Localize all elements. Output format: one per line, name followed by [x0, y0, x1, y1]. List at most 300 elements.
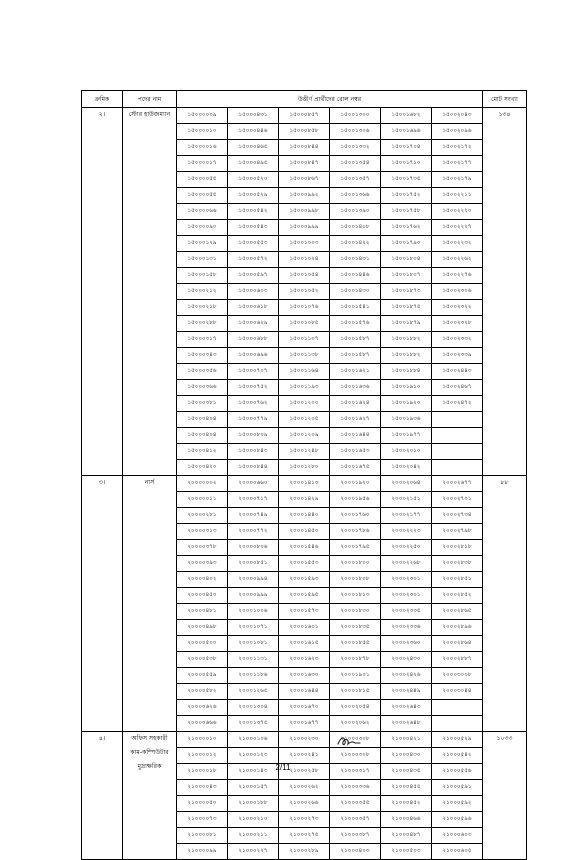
roll-number-cell: ২১০০০০৭৩ [177, 812, 228, 828]
roll-number-cell: ২১০০০৫৯২ [432, 796, 483, 812]
total-count-cell: ৮৮ [483, 476, 527, 732]
roll-number-cell: ২০০০১১৮৬ [228, 668, 279, 684]
roll-number-cell: ২০০০১৭৬০ [330, 508, 381, 524]
roll-number-cell: ১৫০০১৬২৪ [330, 396, 381, 412]
roll-number-cell: ২১০০০২৪১ [279, 748, 330, 764]
roll-number-cell: ২১০০০১২৩ [228, 748, 279, 764]
roll-number-cell: ২০০০২৩০১ [381, 588, 432, 604]
roll-number-cell: ১৫০০০৭৫২ [228, 380, 279, 396]
roll-number-cell: ২১০০০০৫০ [177, 796, 228, 812]
roll-number-cell: ১৫০০১৩৯০ [330, 204, 381, 220]
roll-number-cell: ১৫০০২২২০ [432, 204, 483, 220]
roll-number-cell: ২০০০১৬৭৭ [279, 716, 330, 732]
roll-number-cell: ১৫০০১০২৪ [279, 252, 330, 268]
roll-number-cell [432, 716, 483, 732]
roll-number-cell: ২০০০১৬৪৪ [279, 684, 330, 700]
roll-number-cell: ১৫০০০৪৩১ [228, 108, 279, 124]
signature-mark [336, 733, 362, 749]
roll-number-cell: ২০০০২২৬৮ [381, 556, 432, 572]
roll-number-cell: ২০০০১০৮১ [228, 636, 279, 652]
header-total: মোট সংখ্যা [483, 91, 527, 108]
roll-number-cell: ১৫০০২২৭৬ [432, 268, 483, 284]
roll-number-cell: ২১০০০৪৫২ [381, 796, 432, 812]
roll-number-cell: ২১০০০২৮৯ [279, 844, 330, 860]
roll-number-cell: ২০০০০২৮১ [177, 508, 228, 524]
roll-number-cell: ১৫০০১০৫৪ [279, 268, 330, 284]
roll-number-cell: ১৫০০১৭৩৫ [381, 172, 432, 188]
roll-number-cell: ২০০০১৮০৮ [330, 572, 381, 588]
roll-number-cell: ২০০০২৩৩৬ [381, 620, 432, 636]
roll-number-cell: ২১০০০৪৬৬ [381, 812, 432, 828]
roll-number-cell: ১৫০০১১৬৪ [279, 364, 330, 380]
roll-number-cell: ১৫০০১২০৫ [279, 412, 330, 428]
roll-number-cell: ২১০০০৬০৫ [432, 844, 483, 860]
roll-number-cell: ২১০০০২৫৮ [279, 764, 330, 780]
table-row [82, 108, 527, 124]
roll-number-cell: ২০০০১৩৭৫ [228, 716, 279, 732]
roll-number-cell: ১৫০০২০৯৬ [432, 124, 483, 140]
roll-number-cell: ১৫০০১৭৯০ [381, 236, 432, 252]
roll-number-cell: ১৫০০০৩১৭ [177, 332, 228, 348]
roll-number-cell: ১৫০০০৩৫৬ [177, 364, 228, 380]
roll-number-cell: ১৫০০০৫২০ [228, 172, 279, 188]
roll-number-cell: ১৫০০১১০৭ [279, 332, 330, 348]
roll-number-cell: ২০০০১৮৫৫ [330, 636, 381, 652]
roll-number-cell: ১৫০০০৩৮১ [177, 396, 228, 412]
roll-number-cell: ১৫০০০৪০৪ [177, 428, 228, 444]
header-post: পদের নাম [123, 91, 177, 108]
roll-number-cell: ২০০০০০০২ [177, 476, 228, 492]
roll-number-cell: ১৫০০১৩৫৭ [330, 172, 381, 188]
roll-number-cell: ২০০০০০১১ [177, 492, 228, 508]
roll-number-cell: ২১০০০৩৫৫ [330, 796, 381, 812]
post-name-line: কাম-কম্পিউটার [130, 749, 169, 756]
roll-number-cell: ১৫০০০৬৮৮ [228, 332, 279, 348]
roll-number-cell: ১৫০০১০৮৫ [279, 316, 330, 332]
roll-number-cell: ১৫০০০০১৭ [177, 156, 228, 172]
roll-number-cell: ১৫০০২৩৩৯ [432, 348, 483, 364]
header-row [82, 91, 527, 108]
page-number: 2/11 [275, 763, 291, 772]
roll-number-cell: ১৫০০০৮৪৩ [228, 444, 279, 460]
roll-number-cell: ১৫০০১২০৯ [279, 428, 330, 444]
roll-number-cell: ১৫০০০৬০৩ [228, 284, 279, 300]
roll-number-cell: ১৫০০১১৩৮ [279, 348, 330, 364]
roll-number-cell: ১৫০০০৪১২ [177, 444, 228, 460]
roll-number-cell [432, 700, 483, 716]
roll-number-cell: ১৫০০২২৩২ [432, 236, 483, 252]
roll-number-cell: ২০০০১৪৫০ [279, 524, 330, 540]
roll-number-cell: ১৫০০১০৫২ [279, 284, 330, 300]
roll-number-cell: ২০০০২৮৫২ [432, 588, 483, 604]
roll-number-cell: ১৫০০১৭৫২ [381, 188, 432, 204]
roll-number-cell: ২০০০০৭১৭ [228, 492, 279, 508]
roll-number-cell: ১৫০০০৮৪৭ [279, 156, 330, 172]
roll-number-cell: ২১০০০১৪৩ [228, 764, 279, 780]
roll-number-cell: ১৫০০১৩৬৬ [330, 188, 381, 204]
roll-number-cell: ১৫০০১৮০৭ [381, 268, 432, 284]
roll-number-cell: ১৫০০০৮৪৪ [279, 140, 330, 156]
roll-number-cell: ১৫০০১৮৭৫ [381, 300, 432, 316]
roll-number-cell: ১৫০০১০০৩ [279, 236, 330, 252]
roll-number-cell: ১৫০০১৬৪৪ [330, 428, 381, 444]
roll-number-cell: ২০০০২৭৩৪ [432, 508, 483, 524]
roll-number-cell: ২০০০১৮০০ [330, 556, 381, 572]
results-body [82, 108, 527, 860]
roll-number-cell: ২০০০৩০৪৪ [432, 684, 483, 700]
roll-number-cell: ১৫০০২৩০৬ [432, 284, 483, 300]
roll-number-cell: ২০০০২৮১৮ [432, 540, 483, 556]
roll-number-cell: ২০০০২৮৬৪ [432, 636, 483, 652]
header-rolls: উত্তীর্ণ প্রার্থীদের রোল নম্বর [177, 91, 483, 108]
header-serial: ক্রমিক [82, 91, 123, 108]
roll-number-cell: ২০০০০৪৫০ [177, 588, 228, 604]
roll-number-cell: ২১০০০০৪৩ [177, 780, 228, 796]
roll-number-cell: ১৫০০১৬৯৬ [381, 124, 432, 140]
roll-number-cell: ১৫০০১২৮০ [279, 460, 330, 476]
roll-number-cell: ১৫০০২০৪২ [381, 460, 432, 476]
roll-number-cell: ২১০০০২৭৩ [279, 812, 330, 828]
post-name-line: নার্স [144, 479, 155, 486]
roll-number-cell: ২০০০১৭৯৫ [330, 540, 381, 556]
roll-number-cell: ২০০০২১৫১ [381, 492, 432, 508]
roll-number-cell: ১৫০০১৭৬২ [381, 220, 432, 236]
post-name-line: মুদ্রাক্ষরিক [137, 763, 162, 770]
roll-number-cell: ১৫০০২৩২৮ [432, 316, 483, 332]
roll-number-cell: ১৫০০২১৭২ [432, 140, 483, 156]
post-name-cell [123, 476, 177, 732]
roll-number-cell: ২০০০১৬০১ [279, 620, 330, 636]
roll-number-cell: ১৫০০০১২৯ [177, 236, 228, 252]
table-row [82, 476, 527, 492]
roll-number-cell: ১৫০০০০৬৬ [177, 204, 228, 220]
roll-number-cell: ২০০০০৩১৩ [177, 524, 228, 540]
roll-number-cell: ১৫০০১৬৭৫ [330, 460, 381, 476]
roll-number-cell: ১৫০০০৫৭২ [228, 252, 279, 268]
roll-number-cell: ২১০০০১৮৮ [228, 796, 279, 812]
post-name-cell [123, 732, 177, 860]
roll-number-cell: ২০০০১৬৩০ [279, 668, 330, 684]
roll-number-cell: ২১০০০৫৪২ [432, 748, 483, 764]
roll-number-cell: ১৫০০০২১৮ [177, 300, 228, 316]
roll-number-cell: ১৫০০২৪৪৩ [432, 364, 483, 380]
roll-number-cell: ২০০০৩০০৮ [432, 668, 483, 684]
roll-number-cell: ২০০০১২৬৫ [228, 684, 279, 700]
roll-number-cell: ২১০০০২২৭ [228, 844, 279, 860]
roll-number-cell: ২০০০০৪০২ [177, 572, 228, 588]
roll-number-cell: ২০০০০৬২৬ [177, 700, 228, 716]
roll-number-cell: ২১০০০০৯৯ [177, 844, 228, 860]
roll-number-cell: ২০০০২৩৩৫ [381, 604, 432, 620]
roll-number-cell: ২০০০০৪৯৮ [177, 620, 228, 636]
roll-number-cell: ১৫০০১৮৭৩ [381, 284, 432, 300]
roll-number-cell: ১৫০০১৪৪৬ [330, 268, 381, 284]
roll-number-cell: ১৫০০১০৭৬ [279, 300, 330, 316]
roll-number-cell: ২০০০০৬৬৬ [177, 716, 228, 732]
roll-number-cell: ২০০০০৩৭৮ [177, 540, 228, 556]
roll-number-cell: ১৫০০১৮০৪ [381, 252, 432, 268]
roll-number-cell: ১৫০০০৮০৯ [228, 428, 279, 444]
roll-number-cell: ১৫০০০৩৪৩ [177, 348, 228, 364]
roll-number-cell: ২১০০০৬০৩ [432, 828, 483, 844]
roll-number-cell: ১৫০০১৬৫৩ [330, 444, 381, 460]
roll-number-cell: ২১০০০২৩০ [279, 732, 330, 748]
roll-number-cell: ১৫০০১৫৭৬ [330, 316, 381, 332]
roll-number-cell: ১৫০০০০১৬ [177, 140, 228, 156]
roll-number-cell: ২০০০২৭৯৮ [432, 524, 483, 540]
roll-number-cell: ১৫০০১৫৪১ [330, 300, 381, 316]
roll-number-cell: ২১০০০১০৬ [228, 732, 279, 748]
roll-number-cell: ২০০০১৮৩৫ [330, 620, 381, 636]
roll-number-cell: ১৫০০২২৬২ [432, 252, 483, 268]
roll-number-cell: ১৫০০১৮৮২ [381, 332, 432, 348]
roll-number-cell: ১৫০০১৭৫৮ [381, 204, 432, 220]
roll-number-cell: ২১০০০০৮১ [177, 828, 228, 844]
roll-number-cell: ২০০০২৬৪৮ [381, 716, 432, 732]
roll-number-cell: ১৫০০১১৯৩ [279, 380, 330, 396]
roll-number-cell: ২১০০০০১২ [177, 748, 228, 764]
roll-number-cell: ২১০০০৪৩০ [381, 748, 432, 764]
roll-number-cell: ২০০০২৬৭৭ [432, 476, 483, 492]
roll-number-cell: ১৫০০০৭০৭ [228, 364, 279, 380]
roll-number-cell: ১৫০০১৫৮৭ [330, 332, 381, 348]
roll-number-cell: ২০০০২০৫৪ [330, 700, 381, 716]
roll-number-cell: ২০০০১৬২৩ [279, 652, 330, 668]
roll-number-cell: ১৫০০২৩৩২ [432, 332, 483, 348]
roll-number-cell: ১৫০০১৩০৬ [330, 124, 381, 140]
roll-number-cell: ১৫০০১২০০ [279, 396, 330, 412]
roll-number-cell: ১৫০০০১৫৮ [177, 268, 228, 284]
roll-number-cell: ১৫০০০২৮৮ [177, 316, 228, 332]
roll-number-cell: ২০০০১৩০৪ [228, 700, 279, 716]
roll-number-cell: ২১০০০৪৮৭ [381, 828, 432, 844]
roll-number-cell: ১৫০০১৫৮৭ [330, 348, 381, 364]
roll-number-cell: ২০০০২৮৫১ [432, 572, 483, 588]
roll-number-cell: ২০০০২৮৬৫ [432, 604, 483, 620]
roll-number-cell: ১৫০০০৫২৯ [228, 188, 279, 204]
roll-number-cell: ২১০০০২৬৬ [279, 796, 330, 812]
roll-number-cell: ২১০০০৪০৩ [330, 844, 381, 860]
total-count-cell: ১০৩৩ [483, 732, 527, 860]
roll-number-cell: ২০০০২৪৩০ [381, 652, 432, 668]
roll-number-cell: ২১০০০৫৯৬ [432, 812, 483, 828]
roll-number-cell: ১৫০০০৪৪৬ [228, 124, 279, 140]
roll-number-cell: ১৫০০১৭০৪ [381, 140, 432, 156]
roll-number-cell: ১৫০০০৫৯৭ [228, 268, 279, 284]
roll-number-cell: ২০০০০৯৯৯ [228, 588, 279, 604]
roll-number-cell: ১৫০০০০১০ [177, 124, 228, 140]
roll-number-cell: ২০০০১৯২০ [330, 476, 381, 492]
roll-number-cell: ১৫০০১৩০০ [330, 108, 381, 124]
roll-number-cell: ২১০০০০১০ [177, 732, 228, 748]
roll-number-cell: ১৫০০১৩৩২ [330, 140, 381, 156]
roll-number-cell: ১৫০০০৮৫৭ [279, 108, 330, 124]
roll-number-cell: ২০০০২৬৪৩ [381, 700, 432, 716]
roll-number-cell: ২০০০২২২৩ [381, 524, 432, 540]
roll-number-cell: ২০০০১৫৭৩ [279, 604, 330, 620]
roll-number-cell: ২১০০০৪৩৫ [381, 764, 432, 780]
roll-number-cell: ২০০০১৫৪৬ [279, 540, 330, 556]
roll-number-cell: ২০০০০৫৫৯ [177, 668, 228, 684]
roll-number-cell: ২১০০০২১০ [228, 812, 279, 828]
roll-number-cell: ২০০০১১৩১ [228, 652, 279, 668]
post-name-line: অফিস সহকারী [131, 735, 168, 742]
roll-number-cell: ২০০০১৮৭৮ [330, 652, 381, 668]
roll-number-cell: ১৫০০০৪০৪ [177, 412, 228, 428]
roll-number-cell: ১৫০০১৬২১ [330, 364, 381, 380]
roll-number-cell: ২০০০২০৬২ [330, 716, 381, 732]
roll-number-cell: ২১০০০১৫৭ [228, 780, 279, 796]
roll-number-cell: ১৫০০০০০৯ [177, 108, 228, 124]
roll-number-cell: ১৫০০০৮৪৪ [228, 460, 279, 476]
roll-number-cell: ১৫০০১৭১০ [381, 156, 432, 172]
roll-number-cell: ১৫০০০৭৭৯ [228, 412, 279, 428]
roll-number-cell: ২১০০০৫০৩ [381, 844, 432, 860]
roll-number-cell: ১৫০০২০৪৩ [432, 108, 483, 124]
serial-cell: ৩। [82, 476, 123, 732]
roll-number-cell: ১৫০০১৯২০ [381, 396, 432, 412]
roll-number-cell: ২০০০০৫৮২ [177, 684, 228, 700]
roll-number-cell: ২০০০২৩৬০ [381, 636, 432, 652]
roll-number-cell: ১৫০০০৮৫৮ [279, 124, 330, 140]
roll-number-cell: ১৫০০২২২৭ [432, 220, 483, 236]
roll-number-cell: ১৫০০১৬৩৬ [330, 380, 381, 396]
roll-number-cell: ২০০০১৯০১ [330, 668, 381, 684]
roll-number-cell: ১৫০০০১৩১ [177, 252, 228, 268]
roll-number-cell: ১৫০০২৩২২ [432, 300, 483, 316]
roll-number-cell: ২১০০০৪২১ [381, 732, 432, 748]
roll-number-cell: ২১০০০৩১৭ [330, 764, 381, 780]
roll-number-cell: ১৫০০১৬৮২ [381, 108, 432, 124]
roll-number-cell: ২১০০০০১৮ [177, 764, 228, 780]
roll-number-cell: ২১০০০৩০৮ [330, 732, 381, 748]
roll-number-cell: ১৫০০১৯৩৬ [381, 412, 432, 428]
roll-number-cell: ২১০০০৩৮৭ [330, 828, 381, 844]
roll-number-cell: ২০০০০৭৭২ [228, 524, 279, 540]
roll-number-cell: ১৫০০১৮৮২ [381, 348, 432, 364]
roll-number-cell: ২০০০২৭০১ [432, 492, 483, 508]
roll-number-cell: ২০০০২১৭৭ [381, 508, 432, 524]
roll-number-cell: ১৫০০০৬১৮ [228, 300, 279, 316]
roll-number-cell: ২০০০২৩০১ [381, 572, 432, 588]
roll-number-cell: ১৫০০০৫৫৩ [228, 236, 279, 252]
roll-number-cell: ১৫০০১৪০৮ [330, 220, 381, 236]
roll-number-cell: ২০০০১০০৬ [228, 604, 279, 620]
roll-number-cell: ১৫০০০০৫৫ [177, 172, 228, 188]
roll-number-cell: ১৫০০১৮৮৪ [381, 364, 432, 380]
post-name-cell [123, 108, 177, 476]
roll-number-cell: ২১০০০২৭৫ [279, 828, 330, 844]
serial-cell: ২। [82, 108, 123, 476]
roll-number-cell: ২১০০০৩০৮ [330, 748, 381, 764]
roll-number-cell: ২১০০০৪৫৫ [381, 780, 432, 796]
results-table [81, 90, 527, 860]
roll-number-cell: ১৫০০০৩৬৬ [177, 380, 228, 396]
roll-number-cell: ২০০০১৭৮৬ [330, 524, 381, 540]
roll-number-cell: ১৫০০১৮৭৯ [381, 316, 432, 332]
roll-number-cell: ১৫০০১৪২২ [330, 236, 381, 252]
roll-number-cell: ২০০০১৬৭০ [279, 700, 330, 716]
roll-number-cell: ১৫০০১৪৩০ [330, 284, 381, 300]
roll-number-cell: ১৫০০২১৭৭ [432, 156, 483, 172]
roll-number-cell: ১৫০০২০১০ [381, 444, 432, 460]
roll-number-cell: ২১০০০৫৫৬ [432, 764, 483, 780]
roll-number-cell: ১৫০০১৯৭৭ [381, 428, 432, 444]
roll-number-cell: ২০০০০৯৯৪ [228, 572, 279, 588]
roll-number-cell: ১৫০০০৭৬২ [228, 396, 279, 412]
serial-cell: ৪। [82, 732, 123, 860]
roll-number-cell: ১৫০০১৬২৭ [330, 412, 381, 428]
roll-number-cell: ১৫০০১৪৩১ [330, 252, 381, 268]
roll-number-cell: ১৫০০২২১১ [432, 188, 483, 204]
roll-number-cell: ২০০০১৫৯৫ [279, 588, 330, 604]
roll-number-cell: ২১০০০৫৯১ [432, 780, 483, 796]
roll-number-cell: ২০০০০৪৮১ [177, 604, 228, 620]
roll-number-cell: ১৫০০০৮৬৭ [279, 172, 330, 188]
roll-number-cell: ২০০০০৫০০ [177, 636, 228, 652]
roll-number-cell: ২০০০২৮৯৬ [432, 620, 483, 636]
roll-number-cell: ২১০০০৩৩৬ [330, 780, 381, 796]
roll-number-cell: ২০০০১৪২৯ [279, 492, 330, 508]
roll-number-cell: ২১০০০২৬২ [279, 780, 330, 796]
roll-number-cell: ১৫০০২১৭৯ [432, 172, 483, 188]
roll-number-cell: ১৫০০০৬৯৬ [228, 348, 279, 364]
roll-number-cell: ২০০০১৮১৩ [330, 588, 381, 604]
roll-number-cell: ২০০০১৫৯৩ [279, 572, 330, 588]
roll-number-cell: ২১০০০২১১ [228, 828, 279, 844]
roll-number-cell: ২০০০০৩৯৩ [177, 556, 228, 572]
roll-number-cell: ২০০০১৮৩০ [330, 604, 381, 620]
roll-number-cell: ১৫০০০৯৯৮ [279, 204, 330, 220]
roll-number-cell: ২০০০২৪৪৯ [381, 684, 432, 700]
roll-number-cell: ১৫০০০৫৪৩ [228, 220, 279, 236]
roll-number-cell: ২০০০১৫৫৩ [279, 556, 330, 572]
total-count-cell: ১৩৪ [483, 108, 527, 476]
roll-number-cell: ২০০০০৫৩৮ [177, 652, 228, 668]
roll-number-cell: ১৫০০০৯৯৯ [279, 220, 330, 236]
roll-number-cell: ১৫০০০৬২৯ [228, 316, 279, 332]
roll-number-cell: ১৫০০০২১২ [177, 284, 228, 300]
roll-number-cell: ২০০০১৪১৩ [279, 476, 330, 492]
roll-number-cell: ১৫০০০৪৯৫ [228, 156, 279, 172]
roll-number-cell: ১৫০০০০৯০ [177, 220, 228, 236]
roll-number-cell [432, 428, 483, 444]
roll-number-cell: ১৫০০০৪৬৫ [228, 140, 279, 156]
roll-number-cell [432, 412, 483, 428]
roll-number-cell [432, 444, 483, 460]
roll-number-cell: ২০০০২০৬৪ [381, 476, 432, 492]
roll-number-cell: ২০০০১৬১৫ [279, 636, 330, 652]
roll-number-cell: ২০০০০৮৫১ [228, 556, 279, 572]
roll-number-cell: ১৫০০০৪২০ [177, 460, 228, 476]
roll-number-cell: ২০০০১৯৫৬ [330, 492, 381, 508]
roll-number-cell: ১৫০০১৩৫৪ [330, 156, 381, 172]
roll-number-cell: ১৫০০২৪৬৭ [432, 380, 483, 396]
roll-number-cell: ২০০০০৭৪৯ [228, 508, 279, 524]
roll-number-cell: ২০০০১৮১৫ [330, 684, 381, 700]
table-row [82, 732, 527, 748]
roll-number-cell: ২১০০০৫২৯ [432, 732, 483, 748]
roll-number-cell: ২০০০১৪৪০ [279, 508, 330, 524]
roll-number-cell: ২০০০১০৭১ [228, 620, 279, 636]
roll-number-cell: ২০০০২৪২৬ [381, 668, 432, 684]
roll-number-cell: ১৫০০০৫৪২ [228, 204, 279, 220]
roll-number-cell: ১৫০০০০৫৫ [177, 188, 228, 204]
roll-number-cell: ১৫০০২৪৭২ [432, 396, 483, 412]
roll-number-cell: ২০০০২২৫০ [381, 540, 432, 556]
roll-number-cell: ২০০০০৮০৬ [228, 540, 279, 556]
roll-number-cell: ১৫০০০৯৯২ [279, 188, 330, 204]
